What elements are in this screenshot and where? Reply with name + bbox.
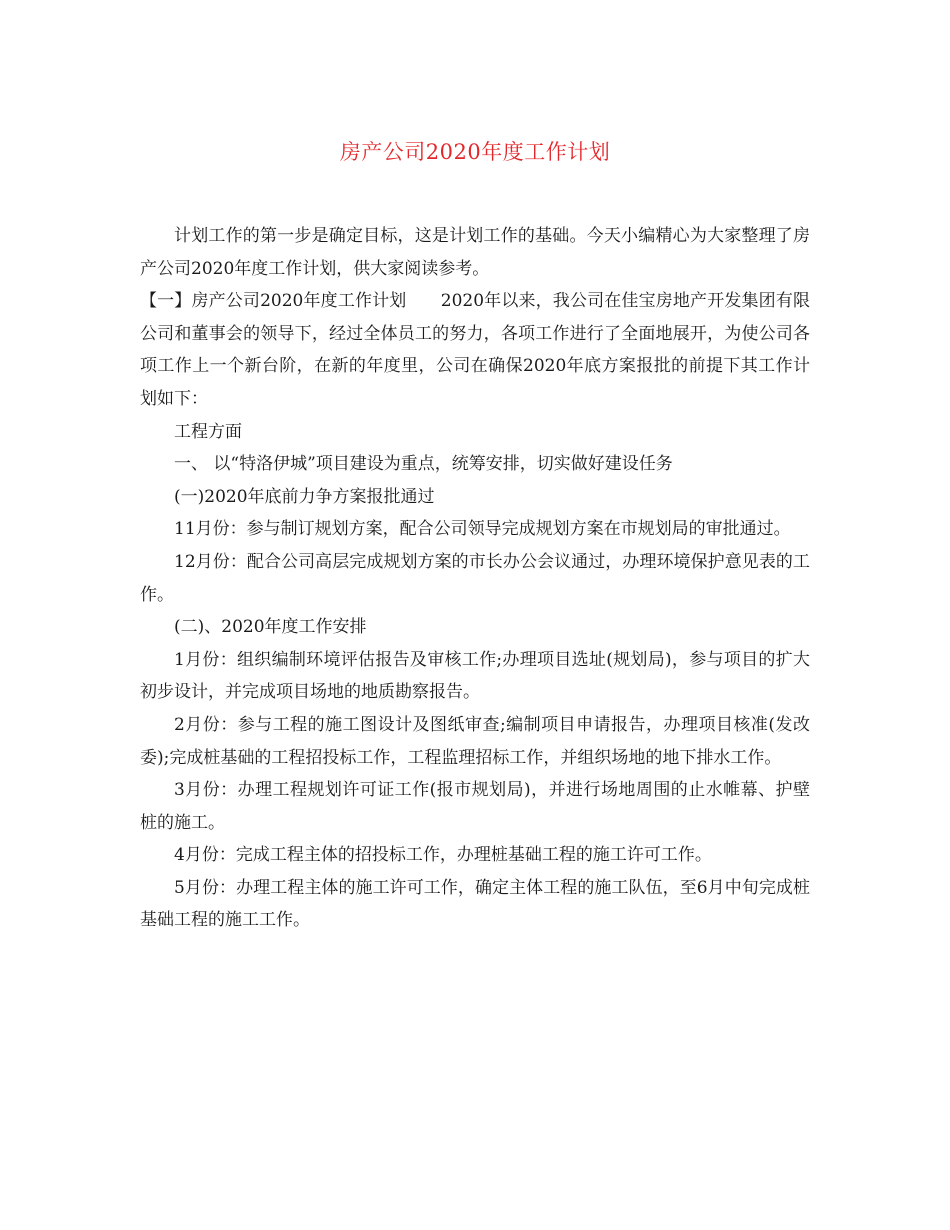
heading-engineering: 工程方面 — [174, 421, 242, 442]
subheading-approval: (一)2020年底前力争方案报批通过 — [174, 486, 435, 507]
paragraph-intro: 计划工作的第一步是确定目标，这是计划工作的基础。今天小编精心为大家整理了房产公司2020年度工作计划，供大家阅读参考。 — [140, 226, 810, 279]
paragraph-november: 11月份：参与制订规划方案，配合公司领导完成规划方案在市规划局的审批通过。 — [174, 519, 791, 540]
paragraph-january: 1月份：组织编制环境评估报告及审核工作;办理项目选址(规划局)，参与项目的扩大初步设计，并完成项目场地的地质勘察报告。 — [140, 649, 810, 703]
paragraph-april: 4月份：完成工程主体的招投标工作，办理桩基础工程的施工许可工作。 — [174, 845, 712, 866]
paragraph-march: 3月份：办理工程规划许可证工作(报市规划局)，并进行场地周围的止水帷幕、护壁桩的施工。 — [140, 780, 810, 833]
heading-item-one: 一、 以“特洛伊城”项目建设为重点，统筹安排，切实做好建设任务 — [174, 454, 673, 475]
paragraph-may: 5月份：办理工程主体的施工许可工作，确定主体工程的施工队伍，至6月中旬完成桩基础工程的施工工作。 — [140, 877, 810, 931]
paragraph-december: 12月份：配合公司高层完成规划方案的市长办公会议通过，办理环境保护意见表的工作。 — [140, 551, 810, 605]
document-body — [140, 220, 810, 937]
document-title: 房产公司2020年度工作计划 — [339, 140, 611, 164]
paragraph-section-one: 【一】房产公司2020年度工作计划 2020年以来，我公司在佳宝房地产开发集团有限公司和董事会的领导下，经过全体员工的努力，各项工作进行了全面地展开，为使公司各项工作上一个新台阶，在新的年度里，公司在确保2020年底方案报批的前提下其工作计划如下： — [140, 291, 810, 409]
subheading-annual-plan: (二)、2020年度工作安排 — [174, 617, 367, 638]
paragraph-february: 2月份：参与工程的施工图设计及图纸审查;编制项目申请报告，办理项目核准(发改委);完成桩基础的工程招投标工作，工程监理招标工作，并组织场地的地下排水工作。 — [140, 714, 810, 768]
